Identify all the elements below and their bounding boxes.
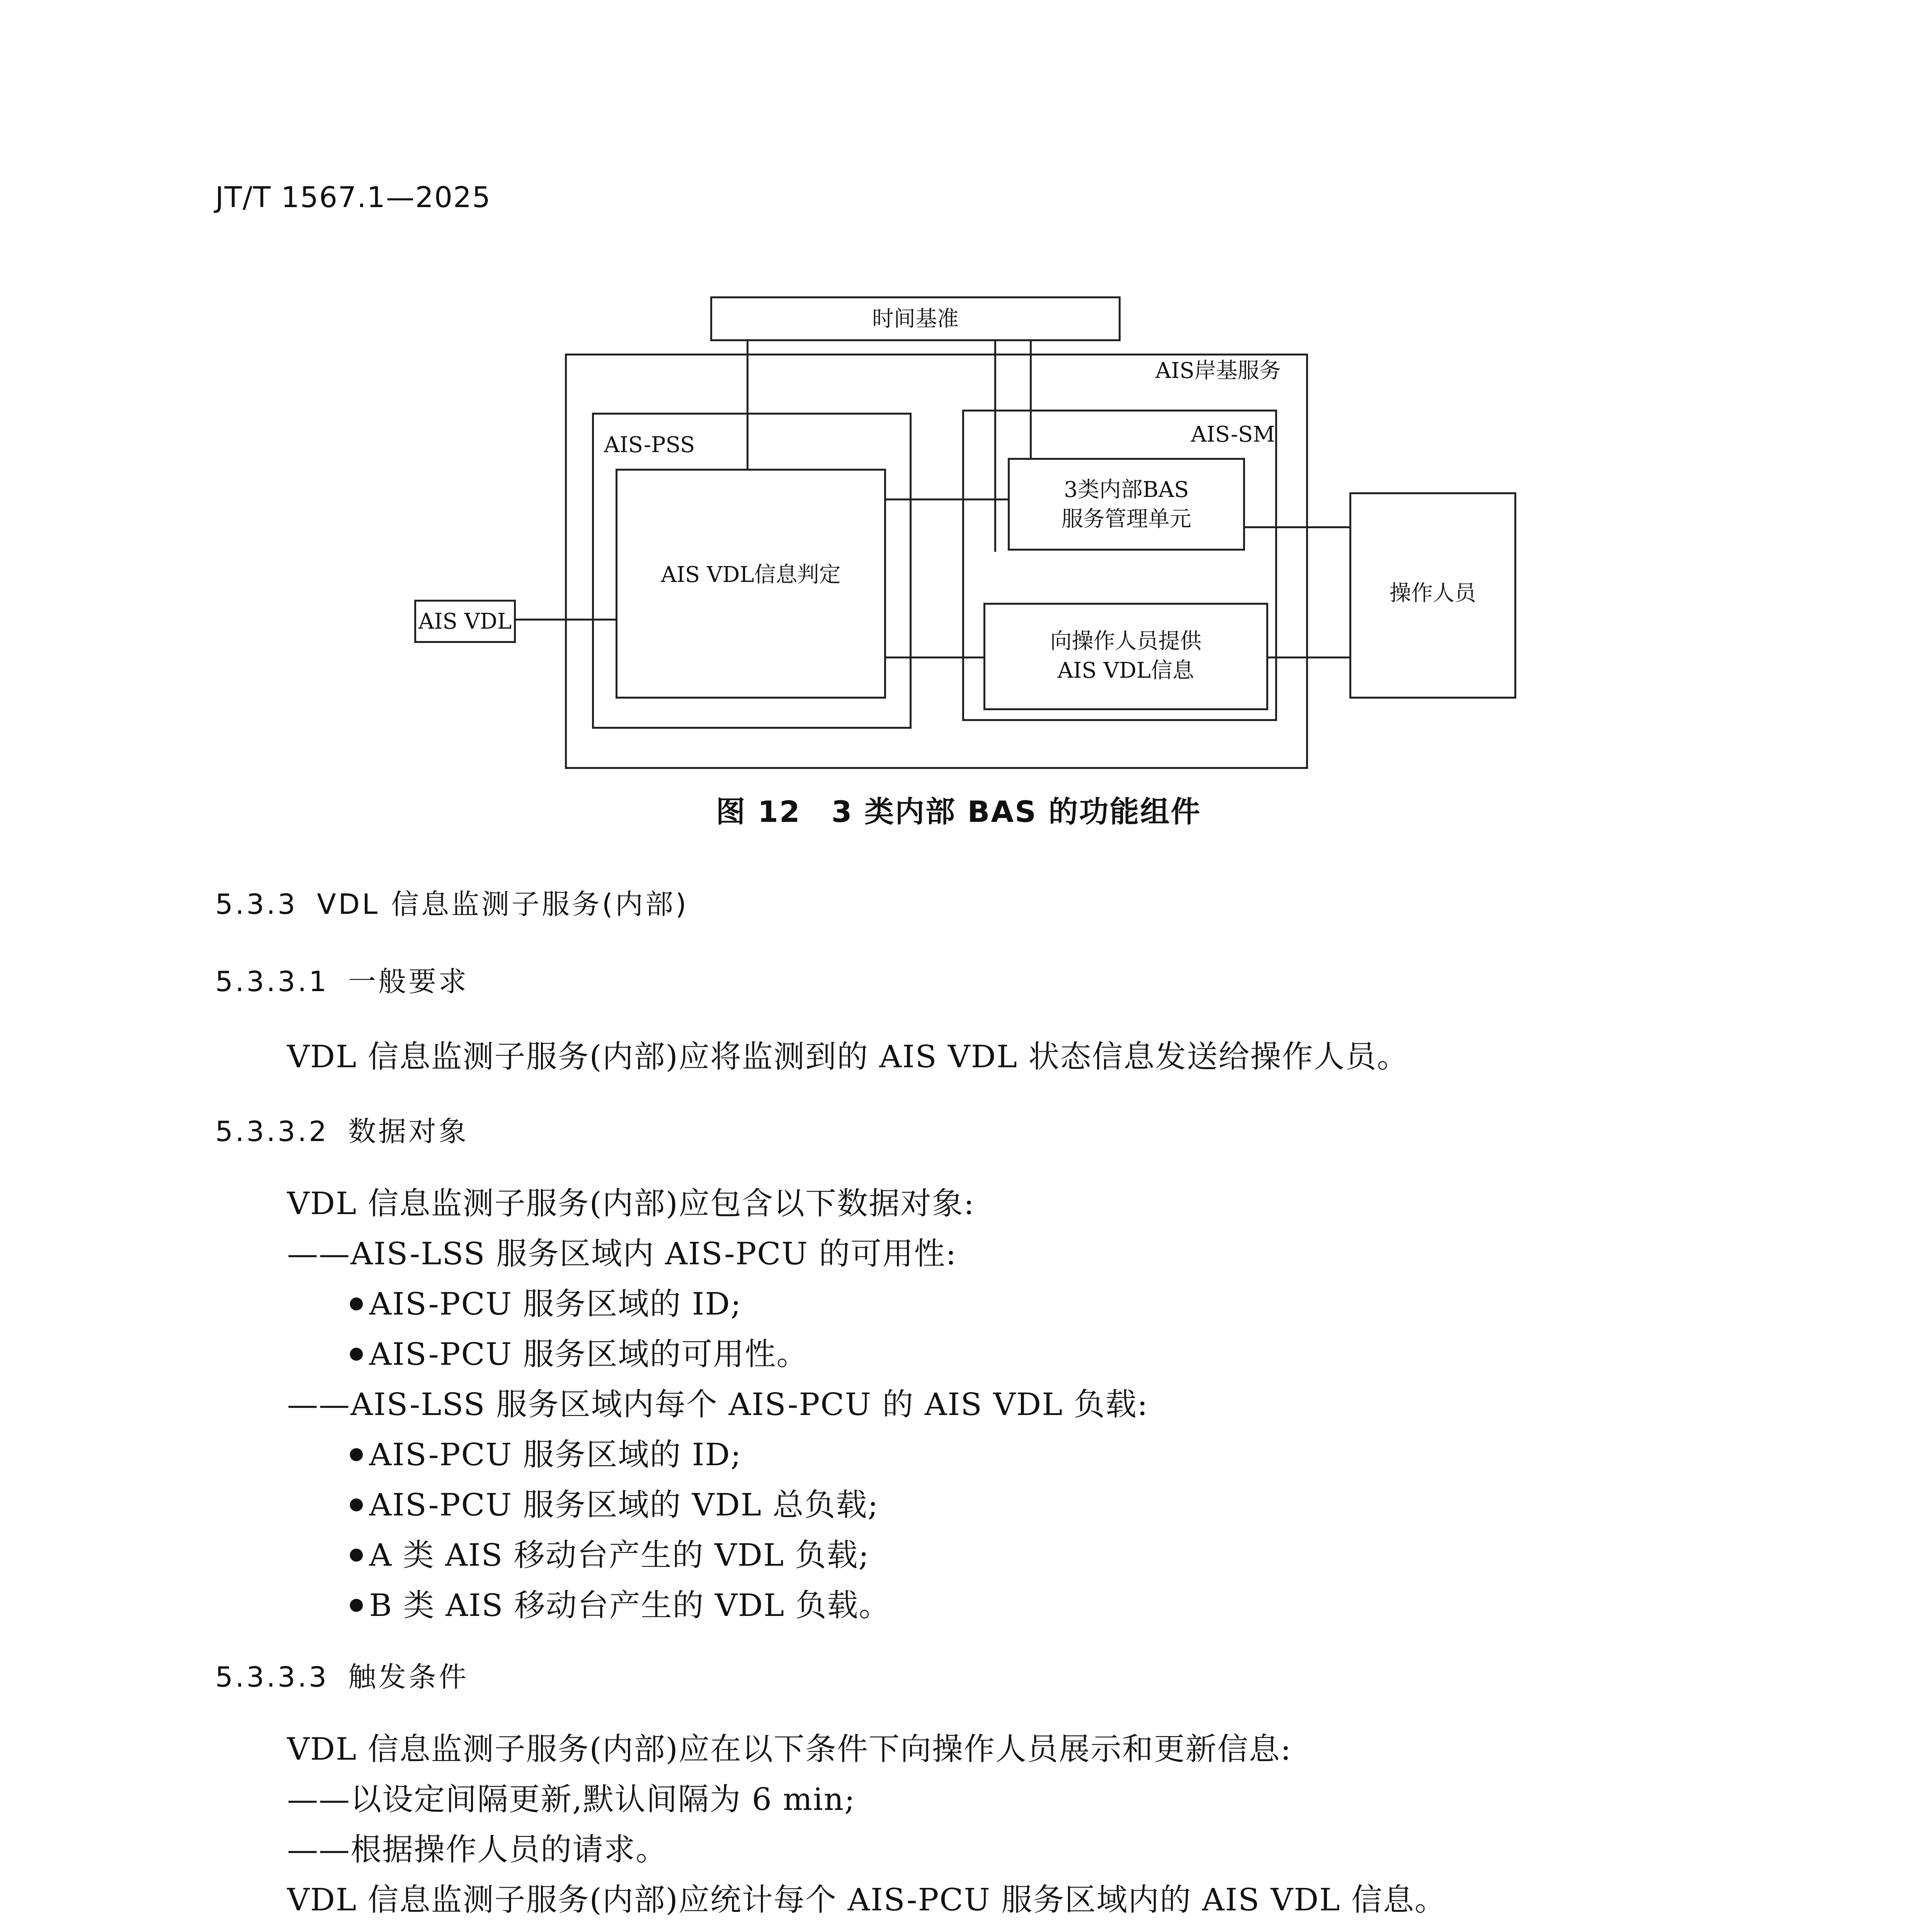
list-item-dash: ——以设定间隔更新,默认间隔为 6 min; — [287, 1781, 856, 1817]
vdl-judgement-text: AIS VDL信息判定 — [661, 562, 841, 587]
ais-vdl-text: AIS VDL — [418, 609, 512, 634]
figure-12-diagram — [0, 0, 1917, 850]
list-item-dash: ——AIS-LSS 服务区域内每个 AIS-PCU 的 AIS VDL 负载: — [287, 1386, 1148, 1422]
heading-5-3-3-1 — [215, 959, 469, 999]
paragraph-data-intro: VDL 信息监测子服务(内部)应包含以下数据对象: — [287, 1185, 975, 1221]
heading-5-3-3-3 — [215, 1655, 469, 1695]
list-item-bullet: ● AIS-PCU 服务区域的 VDL 总负载; — [349, 1480, 879, 1524]
list-item-bullet: ● B 类 AIS 移动台产生的 VDL 负载。 — [349, 1580, 891, 1625]
heading-title: 数据对象 — [348, 1115, 469, 1148]
heading-title: 一般要求 — [348, 965, 469, 998]
bas-management-unit-text: 3类内部BAS 服务管理单元 — [1061, 477, 1191, 532]
provide-vdl-info-text: 向操作人员提供 AIS VDL信息 — [1050, 629, 1202, 683]
list-item-bullet: ● AIS-PCU 服务区域的 ID; — [349, 1279, 742, 1323]
heading-number: 5.3.3 — [215, 888, 298, 920]
ais-pss-label: AIS-PSS — [604, 432, 695, 457]
figure-caption: 图 12 3 类内部 BAS 的功能组件 — [716, 794, 1201, 829]
paragraph-general-requirement: VDL 信息监测子服务(内部)应将监测到的 AIS VDL 状态信息发送给操作人员。 — [287, 1039, 1409, 1075]
heading-5-3-3 — [215, 882, 689, 922]
bas-management-unit-box — [1008, 458, 1245, 551]
heading-title: 触发条件 — [348, 1661, 469, 1693]
ais-vdl-box — [414, 600, 516, 643]
list-item-bullet: ● AIS-PCU 服务区域的 ID; — [349, 1430, 742, 1474]
operator-box — [1349, 492, 1516, 699]
list-item-dash: ——根据操作人员的请求。 — [287, 1832, 667, 1867]
ais-shore-service-label: AIS岸基服务 — [1155, 358, 1281, 383]
heading-title: VDL 信息监测子服务(内部) — [317, 888, 689, 920]
heading-5-3-3-2 — [215, 1109, 469, 1149]
standard-number-header: JT/T 1567.1—2025 — [215, 181, 491, 214]
operator-text: 操作人员 — [1390, 581, 1476, 606]
paragraph-trigger-statistics: VDL 信息监测子服务(内部)应统计每个 AIS-PCU 服务区域内的 AIS VDL 信息。 — [287, 1882, 1446, 1918]
time-reference-text: 时间基准 — [872, 306, 959, 332]
provide-vdl-info-box — [983, 603, 1268, 710]
heading-number: 5.3.3.1 — [215, 965, 329, 998]
ais-sm-label: AIS-SM — [1191, 422, 1275, 447]
time-reference-box — [710, 296, 1121, 341]
list-item-dash: ——AIS-LSS 服务区域内 AIS-PCU 的可用性: — [287, 1236, 957, 1272]
list-item-bullet: ● AIS-PCU 服务区域的可用性。 — [349, 1329, 808, 1374]
heading-number: 5.3.3.3 — [215, 1661, 329, 1693]
list-item-bullet: ● A 类 AIS 移动台产生的 VDL 负载; — [349, 1530, 870, 1575]
vdl-judgement-box — [616, 469, 886, 699]
heading-number: 5.3.3.2 — [215, 1115, 329, 1148]
paragraph-trigger-intro: VDL 信息监测子服务(内部)应在以下条件下向操作人员展示和更新信息: — [287, 1731, 1292, 1767]
